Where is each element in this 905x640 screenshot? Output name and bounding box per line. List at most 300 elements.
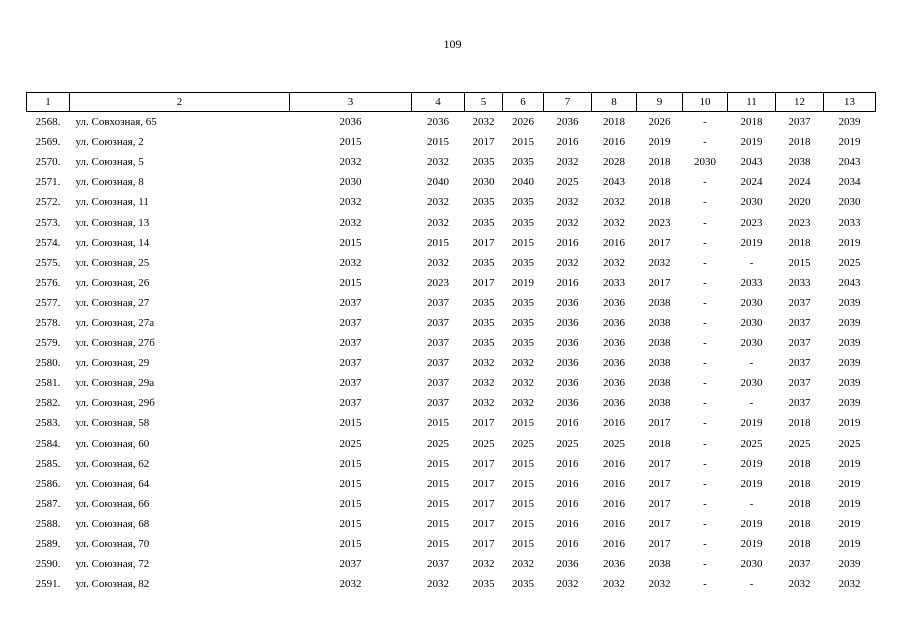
- value-cell: 2016: [556, 538, 579, 551]
- value-cell: 2017: [648, 477, 671, 490]
- value-cell: 2043: [838, 156, 861, 169]
- value-cell: 2037: [339, 558, 362, 571]
- value-cell: 2036: [603, 377, 625, 390]
- value-cell: 2032: [339, 156, 362, 169]
- row-number-cell: 2578.: [35, 316, 61, 329]
- street-name-cell: ул. Союзная, 26: [75, 276, 150, 289]
- value-cell: 2019: [838, 538, 861, 551]
- value-cell: 2017: [472, 457, 495, 470]
- value-cell: 2024: [740, 176, 763, 189]
- value-cell: 2017: [472, 517, 495, 530]
- value-cell: 2015: [427, 417, 449, 430]
- row-number-cell: 2591.: [35, 578, 61, 591]
- value-cell: 2018: [788, 497, 811, 510]
- value-cell: 2025: [556, 437, 579, 450]
- row-number-cell: 2582.: [35, 397, 61, 410]
- value-cell: 2015: [339, 136, 362, 149]
- value-cell: 2036: [556, 558, 579, 571]
- value-cell: 2036: [556, 377, 579, 390]
- row-number-cell: 2576.: [35, 276, 61, 289]
- table-row: [27, 293, 876, 313]
- value-cell: 2032: [427, 196, 449, 209]
- value-cell: 2015: [512, 417, 534, 430]
- value-cell: 2017: [648, 417, 671, 430]
- value-cell: -: [703, 538, 707, 551]
- value-cell: 2039: [838, 377, 861, 390]
- value-cell: 2035: [472, 196, 495, 209]
- value-cell: 2032: [472, 116, 495, 129]
- value-cell: 2030: [740, 377, 763, 390]
- value-cell: 2032: [556, 256, 579, 269]
- value-cell: 2019: [648, 136, 671, 149]
- table-row: [27, 554, 876, 574]
- value-cell: 2035: [472, 316, 495, 329]
- value-cell: -: [703, 517, 707, 530]
- column-header: 12: [776, 93, 824, 112]
- value-cell: 2039: [838, 316, 861, 329]
- value-cell: 2019: [512, 276, 534, 289]
- value-cell: 2035: [512, 316, 534, 329]
- value-cell: 2037: [339, 316, 362, 329]
- row-number-cell: 2579.: [35, 337, 61, 350]
- value-cell: -: [703, 316, 707, 329]
- value-cell: 2035: [512, 337, 534, 350]
- table-row: [27, 212, 876, 232]
- value-cell: 2019: [838, 136, 861, 149]
- table-body: [27, 112, 876, 595]
- row-number-cell: 2573.: [35, 216, 61, 229]
- value-cell: 2032: [512, 357, 534, 370]
- value-cell: 2038: [648, 316, 671, 329]
- value-cell: 2017: [648, 497, 671, 510]
- data-table: [26, 92, 876, 594]
- value-cell: -: [703, 477, 707, 490]
- value-cell: 2023: [740, 216, 763, 229]
- column-header: 8: [592, 93, 637, 112]
- value-cell: 2015: [512, 136, 534, 149]
- value-cell: -: [703, 216, 707, 229]
- street-name-cell: ул. Совхозная, 65: [75, 116, 157, 129]
- value-cell: 2032: [472, 558, 495, 571]
- value-cell: 2032: [427, 156, 449, 169]
- value-cell: 2017: [648, 517, 671, 530]
- street-name-cell: ул. Союзная, 27а: [75, 316, 155, 329]
- value-cell: 2019: [740, 236, 763, 249]
- value-cell: 2025: [512, 437, 534, 450]
- column-header: 1: [27, 93, 70, 112]
- value-cell: 2033: [838, 216, 861, 229]
- value-cell: 2017: [472, 538, 495, 551]
- value-cell: 2037: [427, 558, 449, 571]
- value-cell: 2026: [648, 116, 671, 129]
- table-row: [27, 454, 876, 474]
- value-cell: 2016: [603, 236, 625, 249]
- value-cell: -: [703, 357, 707, 370]
- street-name-cell: ул. Союзная, 25: [75, 256, 150, 269]
- value-cell: 2032: [556, 156, 579, 169]
- value-cell: 2032: [648, 256, 671, 269]
- value-cell: 2018: [788, 236, 811, 249]
- value-cell: 2018: [603, 116, 625, 129]
- column-header: 10: [683, 93, 728, 112]
- row-number-cell: 2574.: [35, 236, 61, 249]
- value-cell: 2037: [788, 377, 811, 390]
- street-name-cell: ул. Союзная, 13: [75, 216, 150, 229]
- value-cell: 2036: [603, 558, 625, 571]
- value-cell: 2032: [472, 377, 495, 390]
- row-number-cell: 2581.: [35, 377, 61, 390]
- value-cell: 2018: [788, 417, 811, 430]
- value-cell: 2019: [838, 477, 861, 490]
- value-cell: 2016: [603, 497, 625, 510]
- value-cell: 2015: [339, 276, 362, 289]
- street-name-cell: ул. Союзная, 14: [75, 236, 150, 249]
- value-cell: 2016: [556, 236, 579, 249]
- value-cell: 2018: [788, 477, 811, 490]
- value-cell: 2037: [788, 357, 811, 370]
- value-cell: -: [703, 457, 707, 470]
- value-cell: 2015: [512, 477, 534, 490]
- value-cell: 2017: [472, 477, 495, 490]
- row-number-cell: 2568.: [35, 116, 61, 129]
- value-cell: 2015: [427, 457, 449, 470]
- value-cell: 2040: [512, 176, 534, 189]
- value-cell: 2035: [512, 296, 534, 309]
- value-cell: 2038: [648, 357, 671, 370]
- value-cell: 2015: [427, 236, 449, 249]
- value-cell: 2032: [838, 578, 861, 591]
- value-cell: 2035: [512, 196, 534, 209]
- row-number-cell: 2587.: [35, 497, 61, 510]
- value-cell: 2036: [427, 116, 449, 129]
- value-cell: 2035: [472, 216, 495, 229]
- value-cell: 2017: [472, 276, 495, 289]
- row-number-cell: 2572.: [35, 196, 61, 209]
- value-cell: 2017: [472, 417, 495, 430]
- street-name-cell: ул. Союзная, 29: [75, 357, 150, 370]
- value-cell: 2030: [838, 196, 861, 209]
- value-cell: 2015: [512, 497, 534, 510]
- column-header: 3: [290, 93, 412, 112]
- street-name-cell: ул. Союзная, 62: [75, 457, 150, 470]
- value-cell: 2019: [740, 477, 763, 490]
- value-cell: -: [703, 377, 707, 390]
- table-row: [27, 253, 876, 273]
- value-cell: 2037: [788, 397, 811, 410]
- value-cell: 2037: [427, 337, 449, 350]
- value-cell: 2016: [556, 457, 579, 470]
- street-name-cell: ул. Союзная, 68: [75, 517, 150, 530]
- value-cell: 2015: [512, 517, 534, 530]
- row-number-cell: 2571.: [35, 176, 61, 189]
- value-cell: 2035: [472, 256, 495, 269]
- row-number-cell: 2580.: [35, 357, 61, 370]
- value-cell: -: [703, 136, 707, 149]
- value-cell: 2015: [339, 517, 362, 530]
- table-row: [27, 514, 876, 534]
- value-cell: 2030: [740, 558, 763, 571]
- value-cell: -: [749, 357, 754, 370]
- value-cell: -: [703, 437, 707, 450]
- table-row: [27, 273, 876, 293]
- value-cell: 2032: [512, 377, 534, 390]
- value-cell: 2030: [740, 196, 763, 209]
- column-header: 9: [637, 93, 683, 112]
- value-cell: 2037: [788, 316, 811, 329]
- value-cell: 2035: [472, 156, 495, 169]
- value-cell: 2015: [788, 256, 811, 269]
- value-cell: -: [749, 397, 754, 410]
- table-row: [27, 534, 876, 554]
- value-cell: -: [703, 397, 707, 410]
- value-cell: 2038: [648, 377, 671, 390]
- street-name-cell: ул. Союзная, 27б: [75, 337, 155, 350]
- value-cell: 2038: [788, 156, 811, 169]
- value-cell: 2037: [339, 337, 362, 350]
- value-cell: 2036: [556, 357, 579, 370]
- value-cell: 2015: [427, 136, 449, 149]
- row-number-cell: 2590.: [35, 558, 61, 571]
- value-cell: 2032: [512, 397, 534, 410]
- row-number-cell: 2583.: [35, 417, 61, 430]
- value-cell: 2019: [740, 538, 763, 551]
- value-cell: 2015: [339, 236, 362, 249]
- table-row: [27, 474, 876, 494]
- column-header: 11: [728, 93, 776, 112]
- value-cell: 2016: [556, 517, 579, 530]
- value-cell: 2023: [648, 216, 671, 229]
- value-cell: 2016: [603, 457, 625, 470]
- column-header: 13: [824, 93, 876, 112]
- street-name-cell: ул. Союзная, 5: [75, 156, 144, 169]
- value-cell: 2015: [512, 538, 534, 551]
- value-cell: 2028: [603, 156, 625, 169]
- value-cell: 2016: [556, 477, 579, 490]
- value-cell: 2032: [512, 558, 534, 571]
- value-cell: -: [703, 558, 707, 571]
- value-cell: 2032: [472, 357, 495, 370]
- value-cell: 2040: [427, 176, 449, 189]
- value-cell: 2036: [603, 357, 625, 370]
- value-cell: 2034: [838, 176, 861, 189]
- value-cell: -: [703, 578, 707, 591]
- value-cell: 2016: [556, 276, 579, 289]
- value-cell: 2043: [838, 276, 861, 289]
- value-cell: 2032: [339, 578, 362, 591]
- table-row: [27, 112, 876, 133]
- value-cell: 2023: [788, 216, 811, 229]
- value-cell: 2033: [603, 276, 625, 289]
- row-number-cell: 2584.: [35, 437, 61, 450]
- value-cell: 2032: [339, 256, 362, 269]
- value-cell: 2032: [603, 196, 625, 209]
- value-cell: 2032: [788, 578, 811, 591]
- value-cell: 2018: [648, 437, 671, 450]
- street-name-cell: ул. Союзная, 2: [75, 136, 144, 149]
- value-cell: -: [703, 337, 707, 350]
- table-row: [27, 192, 876, 212]
- street-name-cell: ул. Союзная, 72: [75, 558, 150, 571]
- value-cell: 2043: [740, 156, 763, 169]
- row-number-cell: 2586.: [35, 477, 61, 490]
- street-name-cell: ул. Союзная, 29б: [75, 397, 155, 410]
- value-cell: 2016: [603, 417, 625, 430]
- table-row: [27, 333, 876, 353]
- street-name-cell: ул. Союзная, 70: [75, 538, 150, 551]
- value-cell: 2035: [512, 578, 534, 591]
- value-cell: 2032: [556, 216, 579, 229]
- value-cell: 2037: [427, 316, 449, 329]
- value-cell: 2019: [838, 497, 861, 510]
- value-cell: 2037: [427, 397, 449, 410]
- column-header: 4: [412, 93, 465, 112]
- value-cell: 2016: [556, 497, 579, 510]
- value-cell: 2015: [512, 457, 534, 470]
- value-cell: 2015: [339, 417, 362, 430]
- value-cell: 2025: [472, 437, 495, 450]
- value-cell: 2037: [788, 337, 811, 350]
- value-cell: 2037: [427, 357, 449, 370]
- value-cell: 2038: [648, 337, 671, 350]
- table-header-row: [27, 93, 876, 112]
- value-cell: 2036: [603, 337, 625, 350]
- value-cell: 2033: [740, 276, 763, 289]
- value-cell: 2043: [603, 176, 625, 189]
- value-cell: 2039: [838, 357, 861, 370]
- row-number-cell: 2577.: [35, 296, 61, 309]
- value-cell: -: [703, 417, 707, 430]
- value-cell: -: [703, 296, 707, 309]
- value-cell: 2038: [648, 397, 671, 410]
- column-header: 6: [503, 93, 544, 112]
- value-cell: 2032: [427, 578, 449, 591]
- value-cell: 2032: [339, 216, 362, 229]
- value-cell: 2025: [838, 437, 861, 450]
- value-cell: 2037: [339, 357, 362, 370]
- value-cell: 2036: [556, 337, 579, 350]
- value-cell: 2018: [648, 196, 671, 209]
- value-cell: 2016: [603, 517, 625, 530]
- value-cell: 2035: [512, 256, 534, 269]
- value-cell: 2015: [339, 477, 362, 490]
- value-cell: 2035: [512, 216, 534, 229]
- value-cell: 2032: [427, 216, 449, 229]
- value-cell: 2030: [740, 316, 763, 329]
- value-cell: 2036: [339, 116, 362, 129]
- value-cell: 2030: [339, 176, 362, 189]
- street-name-cell: ул. Союзная, 66: [75, 497, 150, 510]
- value-cell: 2015: [339, 538, 362, 551]
- value-cell: 2036: [556, 316, 579, 329]
- value-cell: 2036: [556, 397, 579, 410]
- value-cell: 2019: [838, 417, 861, 430]
- value-cell: 2015: [339, 497, 362, 510]
- value-cell: 2016: [556, 136, 579, 149]
- value-cell: 2015: [427, 538, 449, 551]
- table-row: [27, 152, 876, 172]
- value-cell: 2015: [427, 517, 449, 530]
- table-row: [27, 413, 876, 433]
- street-name-cell: ул. Союзная, 64: [75, 477, 150, 490]
- value-cell: 2037: [339, 296, 362, 309]
- row-number-cell: 2589.: [35, 538, 61, 551]
- value-cell: 2032: [339, 196, 362, 209]
- value-cell: 2015: [427, 477, 449, 490]
- table-row: [27, 494, 876, 514]
- value-cell: 2016: [556, 417, 579, 430]
- value-cell: 2017: [472, 136, 495, 149]
- value-cell: 2037: [427, 377, 449, 390]
- value-cell: 2038: [648, 296, 671, 309]
- column-header: 5: [465, 93, 503, 112]
- table-row: [27, 574, 876, 594]
- value-cell: 2015: [512, 236, 534, 249]
- value-cell: 2032: [603, 216, 625, 229]
- value-cell: 2019: [740, 517, 763, 530]
- value-cell: 2038: [648, 558, 671, 571]
- value-cell: 2017: [472, 497, 495, 510]
- table-row: [27, 132, 876, 152]
- value-cell: 2025: [788, 437, 811, 450]
- table-row: [27, 313, 876, 333]
- value-cell: 2018: [788, 538, 811, 551]
- value-cell: 2032: [648, 578, 671, 591]
- value-cell: 2032: [556, 578, 579, 591]
- value-cell: 2030: [694, 156, 716, 169]
- value-cell: 2017: [472, 236, 495, 249]
- value-cell: 2033: [788, 276, 811, 289]
- value-cell: 2030: [472, 176, 495, 189]
- value-cell: 2032: [472, 397, 495, 410]
- value-cell: 2016: [603, 538, 625, 551]
- value-cell: -: [703, 176, 707, 189]
- value-cell: -: [703, 236, 707, 249]
- value-cell: 2036: [556, 296, 579, 309]
- street-name-cell: ул. Союзная, 60: [75, 437, 150, 450]
- value-cell: 2017: [648, 457, 671, 470]
- value-cell: 2035: [472, 337, 495, 350]
- value-cell: 2019: [740, 136, 763, 149]
- value-cell: -: [749, 578, 754, 591]
- page-number: 109: [443, 37, 462, 51]
- value-cell: -: [749, 497, 754, 510]
- street-name-cell: ул. Союзная, 82: [75, 578, 150, 591]
- value-cell: 2019: [838, 517, 861, 530]
- value-cell: 2018: [788, 136, 811, 149]
- value-cell: 2039: [838, 116, 861, 129]
- value-cell: 2026: [512, 116, 534, 129]
- value-cell: 2025: [838, 256, 861, 269]
- row-number-cell: 2569.: [35, 136, 61, 149]
- value-cell: 2035: [512, 156, 534, 169]
- value-cell: 2018: [648, 176, 671, 189]
- value-cell: 2018: [648, 156, 671, 169]
- value-cell: 2024: [788, 176, 811, 189]
- value-cell: 2016: [603, 477, 625, 490]
- value-cell: 2019: [740, 457, 763, 470]
- value-cell: 2017: [648, 538, 671, 551]
- row-number-cell: 2585.: [35, 457, 61, 470]
- street-name-cell: ул. Союзная, 29а: [75, 377, 155, 390]
- table-row: [27, 434, 876, 454]
- value-cell: 2018: [788, 457, 811, 470]
- value-cell: 2036: [603, 397, 625, 410]
- value-cell: 2035: [472, 296, 495, 309]
- value-cell: 2037: [427, 296, 449, 309]
- value-cell: 2032: [556, 196, 579, 209]
- value-cell: -: [703, 276, 707, 289]
- street-name-cell: ул. Союзная, 58: [75, 417, 150, 430]
